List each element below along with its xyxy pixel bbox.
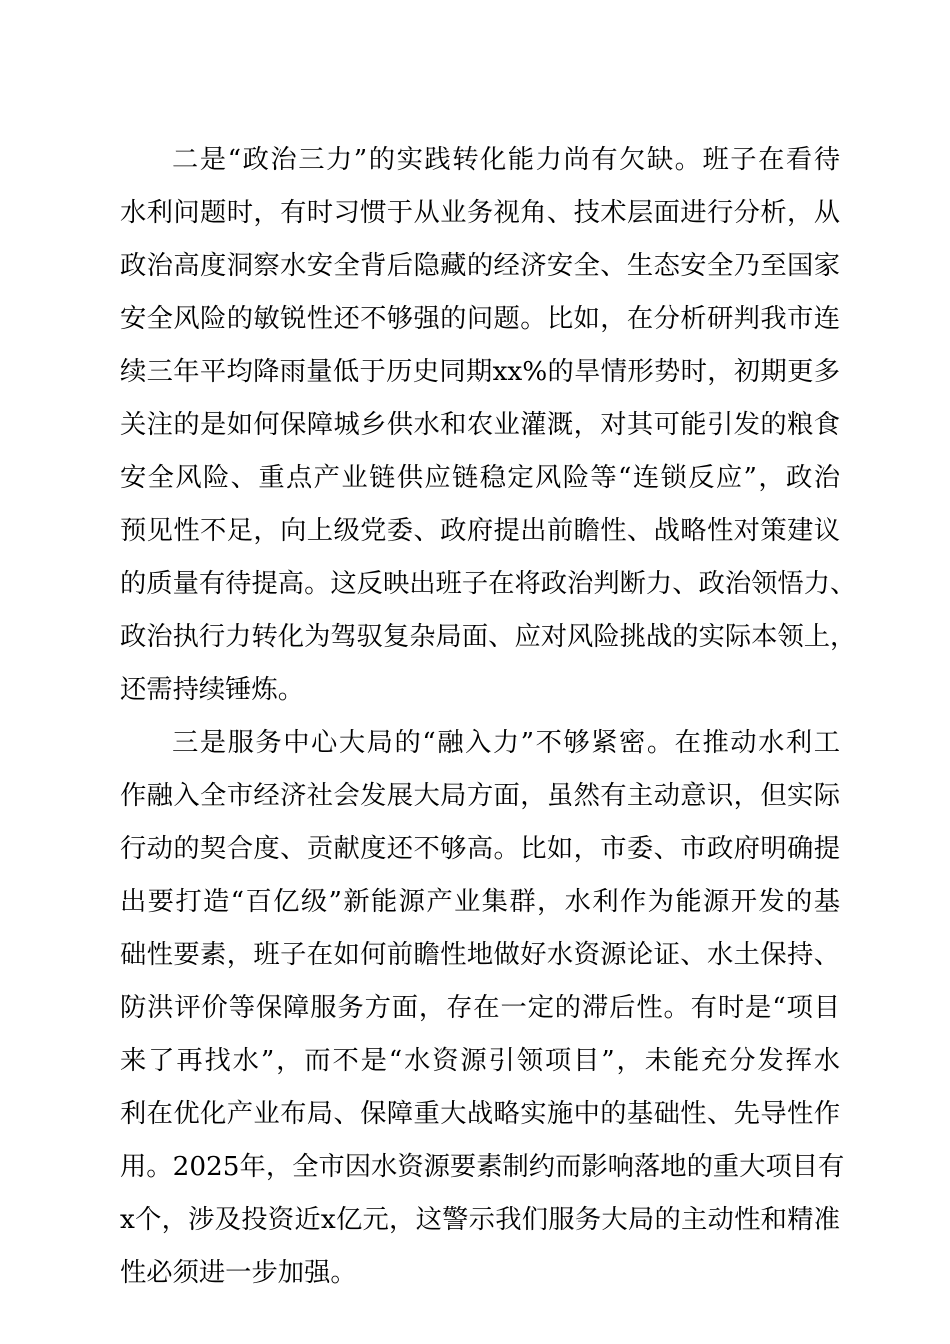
paragraph-1-line-6: 关注的是如何保障城乡供水和农业灌溉，对其可能引发的粮食 [120,410,840,440]
paragraph-1-line-10: 政治执行力转化为驾驭复杂局面、应对风险挑战的实际本领上， [120,622,857,652]
paragraph-1-line-3: 政治高度洞察水安全背后隐藏的经济安全、生态安全乃至国家 [120,251,840,281]
paragraph-2-line-8: 利在优化产业布局、保障重大战略实施中的基础性、先导性作 [120,1099,840,1129]
paragraph-1-line-2: 水利问题时，有时习惯于从业务视角、技术层面进行分析，从 [120,198,840,228]
paragraph-2-line-6: 防洪评价等保障服务方面，存在一定的滞后性。有时是“项目 [120,993,840,1023]
paragraph-1-line-7: 安全风险、重点产业链供应链稳定风险等“连锁反应”，政治 [120,463,840,493]
paragraph-1-line-9: 的质量有待提高。这反映出班子在将政治判断力、政治领悟力、 [120,569,857,599]
paragraph-1-line-11: 还需持续锤炼。 [120,675,305,705]
paragraph-2-line-1: 三是服务中心大局的“融入力”不够紧密。在推动水利工 [172,728,840,758]
paragraph-2-line-4: 出要打造“百亿级”新能源产业集群，水利作为能源开发的基 [120,887,840,917]
paragraph-2-line-11: 性必须进一步加强。 [120,1258,357,1288]
paragraph-1-line-1: 二是“政治三力”的实践转化能力尚有欠缺。班子在看待 [172,145,840,175]
paragraph-2-line-9: 用。2025年，全市因水资源要素制约而影响落地的重大项目有 [120,1152,845,1182]
paragraph-2-line-2: 作融入全市经济社会发展大局方面，虽然有主动意识，但实际 [120,781,840,811]
paragraph-2-line-7: 来了再找水”，而不是“水资源引领项目”，未能充分发挥水 [120,1046,840,1076]
paragraph-1-line-8: 预见性不足，向上级党委、政府提出前瞻性、战略性对策建议 [120,516,840,546]
paragraph-1-line-4: 安全风险的敏锐性还不够强的问题。比如，在分析研判我市连 [120,304,840,334]
paragraph-2-line-10: x个，涉及投资近x亿元，这警示我们服务大局的主动性和精准 [120,1205,840,1235]
paragraph-1-line-5: 续三年平均降雨量低于历史同期xx%的旱情形势时，初期更多 [120,357,840,387]
paragraph-2-line-3: 行动的契合度、贡献度还不够高。比如，市委、市政府明确提 [120,834,840,864]
paragraph-2-line-5: 础性要素，班子在如何前瞻性地做好水资源论证、水土保持、 [120,940,840,970]
